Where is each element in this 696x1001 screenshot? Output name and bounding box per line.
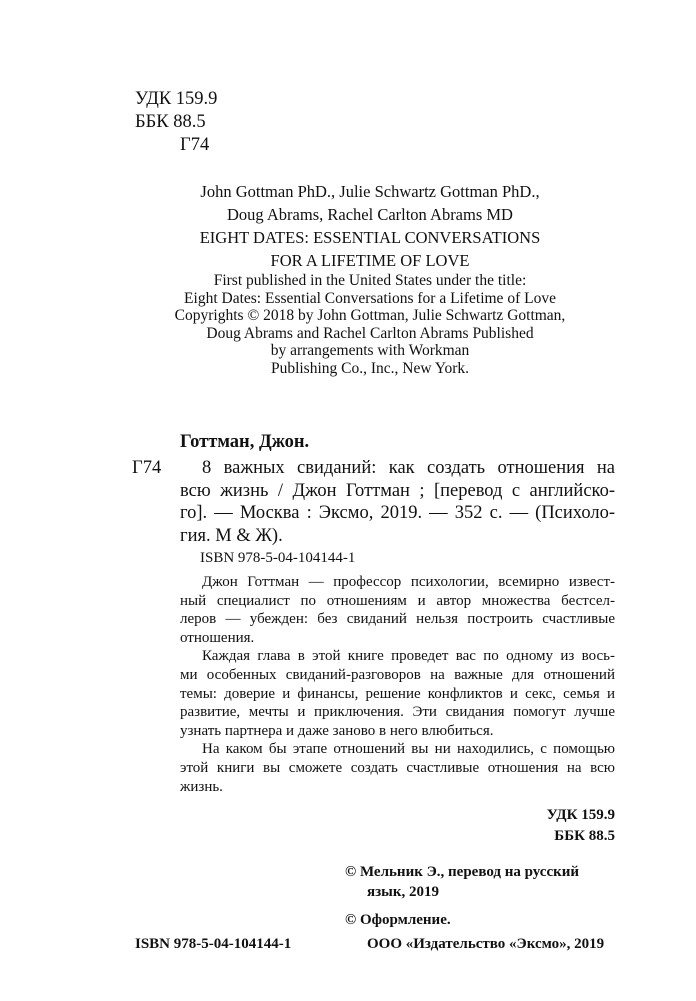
original-title-line1: EIGHT DATES: ESSENTIAL CONVERSATIONS — [199, 228, 541, 247]
footer-copyright-line: язык, 2019 — [367, 884, 439, 900]
catalog-sign: Г74 — [132, 458, 162, 478]
original-authors-line1: John Gottman PhD., Julie Schwartz Gottman PhD., — [200, 182, 540, 201]
publication-note-line: Publishing Co., Inc., New York. — [270, 359, 470, 377]
annotation-line: ный специалист по отношениям и автор множества бестсел- — [180, 592, 615, 609]
annotation — [180, 573, 615, 796]
catalog-description-line: го]. — Москва : Эксмо, 2019. — 352 с. — (Психоло- — [180, 503, 615, 523]
footer-isbn: ISBN 978-5-04-104144-1 — [135, 936, 292, 952]
publication-note-line: Copyrights © 2018 by John Gottman, Julie Schwartz Gottman, — [174, 307, 566, 325]
publication-note-line: Doug Abrams and Rachel Carlton Abrams Published — [206, 324, 534, 342]
author-sign-top: Г74 — [180, 135, 210, 155]
publication-note — [150, 272, 590, 378]
annotation-paragraph-1 — [180, 573, 615, 647]
bbk-code-top: ББК 88.5 — [135, 112, 206, 132]
footer-copyright-design: © Оформление. — [345, 912, 451, 928]
annotation-line: узнать партнера и даже заново в него влюбиться. — [180, 722, 494, 739]
publication-note-line: Eight Dates: Essential Conversations for a Lifetime of Love — [184, 289, 556, 307]
original-authors-line2: Doug Abrams, Rachel Carlton Abrams MD — [227, 205, 513, 224]
catalog-description-line: всю жизнь / Джон Готтман ; [перевод с английско- — [180, 480, 615, 501]
annotation-line: На каком бы этапе отношений вы ни находились, с помощью — [202, 741, 615, 758]
bbk-code-bottom: ББК 88.5 — [554, 828, 615, 844]
catalog-description-line: 8 важных свиданий: как создать отношения на — [202, 458, 615, 478]
footer-copyright-publisher: ООО «Издательство «Эксмо», 2019 — [367, 936, 605, 952]
catalog-heading: Готтман, Джон. — [180, 432, 310, 452]
annotation-line: отношения. — [180, 629, 255, 646]
annotation-line: темы: доверие и финансы, решение конфликтов и секс, семья и — [180, 685, 615, 702]
annotation-line: Джон Готтман — профессор психологии, всемирно извест- — [202, 574, 615, 590]
footer-copyright-line: © Мельник Э., перевод на русский — [345, 864, 580, 880]
annotation-line: ми особенных свиданий-разговоров на важные для отношений — [180, 666, 615, 683]
annotation-paragraph-2 — [180, 647, 615, 740]
publication-note-line: First published in the United States under the title: — [213, 272, 527, 289]
catalog-description — [180, 457, 615, 547]
original-authors-block — [150, 180, 590, 272]
footer-copyright-translation — [345, 862, 579, 902]
udk-code-bottom: УДК 159.9 — [546, 807, 615, 823]
annotation-line: жизнь. — [180, 778, 223, 795]
annotation-line: развитие, мечты и приключения. Эти свидания помогут лучше — [180, 704, 615, 721]
catalog-isbn: ISBN 978-5-04-104144-1 — [200, 550, 356, 566]
udk-code-top: УДК 159.9 — [135, 89, 218, 109]
annotation-line: этой книги вы сможете создать счастливые отношения на всю — [180, 759, 615, 776]
annotation-paragraph-3 — [180, 740, 615, 796]
catalog-description-line: гия. М & Ж). — [180, 525, 283, 546]
annotation-line: Каждая глава в этой книге проведет вас по одному из вось- — [202, 648, 615, 665]
original-title-line2: FOR A LIFETIME OF LOVE — [270, 251, 470, 270]
publication-note-line: by arrangements with Workman — [270, 342, 470, 360]
annotation-line: леров — убежден: без свиданий нельзя построить счастливые — [180, 611, 615, 628]
